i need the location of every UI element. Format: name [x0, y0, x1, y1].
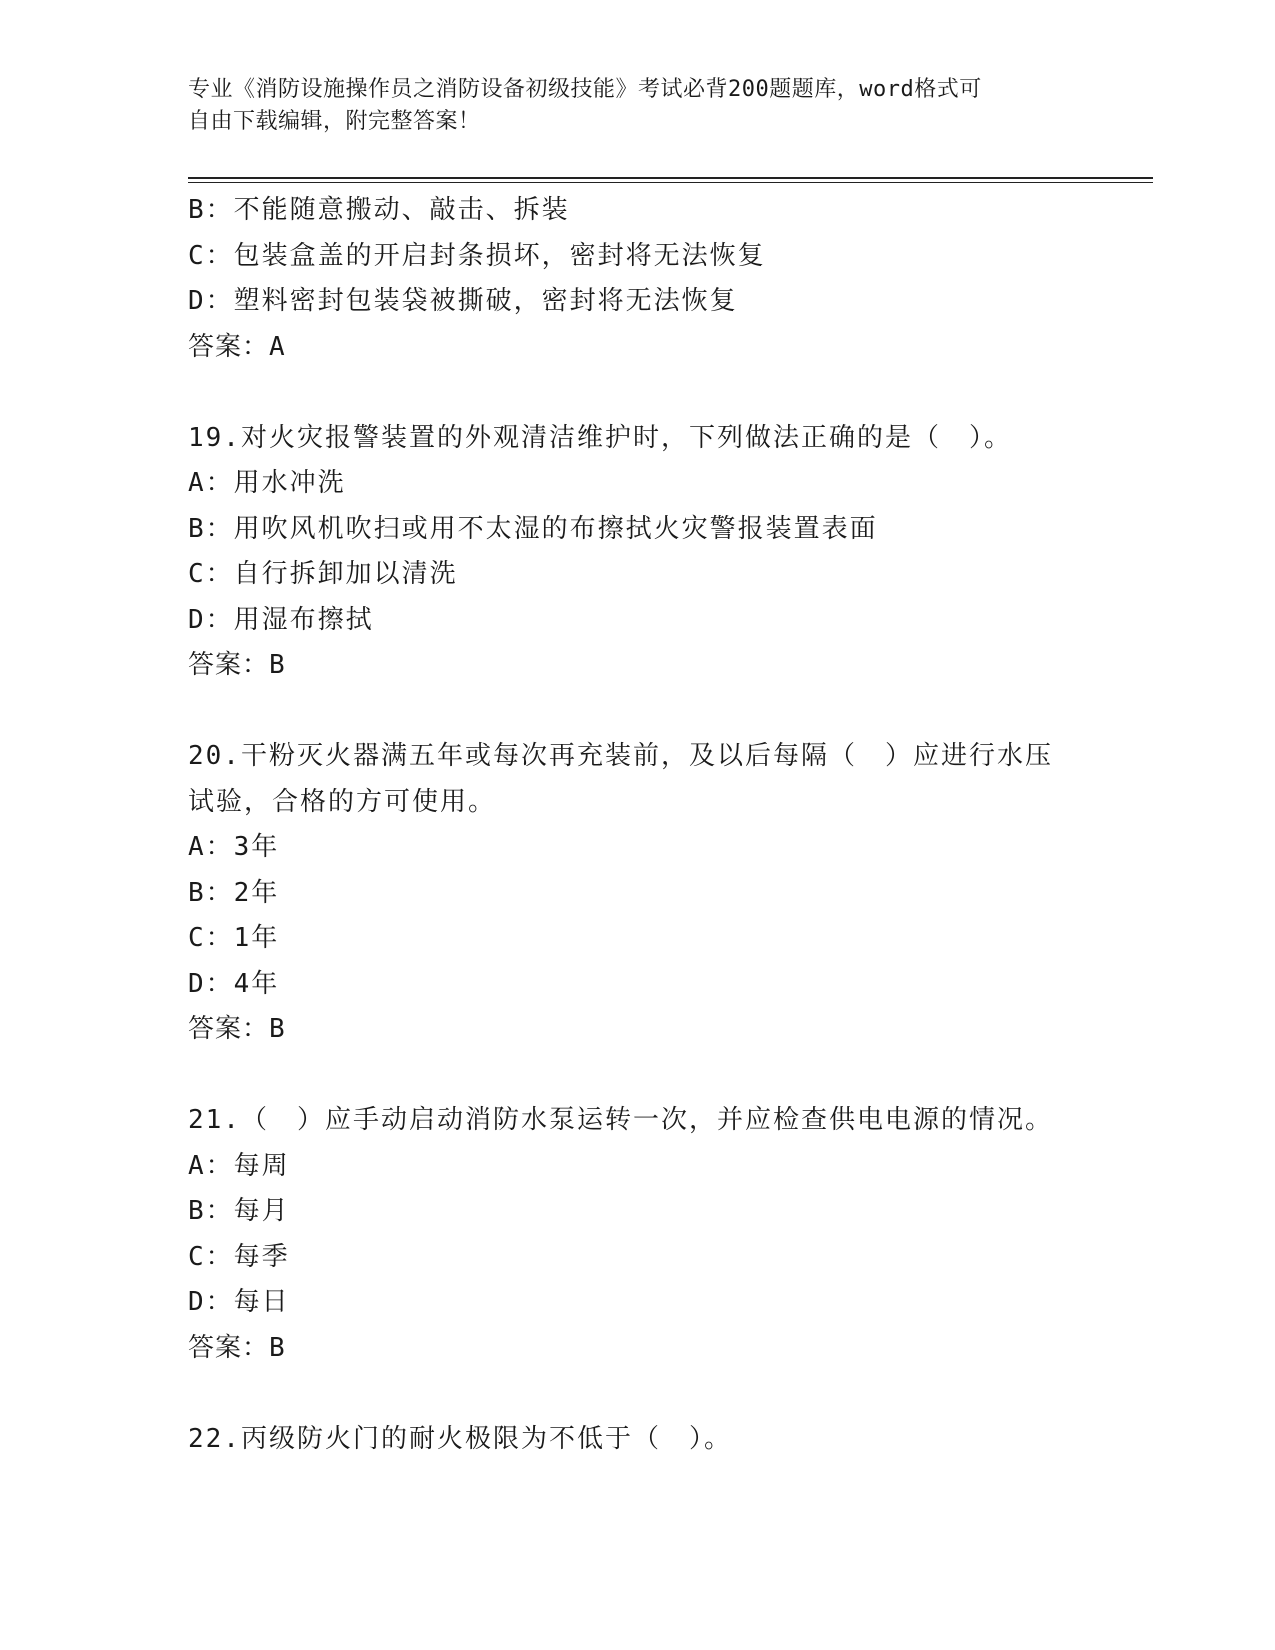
question-list [188, 188, 1088, 1462]
header-line-1: 专业《消防设施操作员之消防设备初级技能》考试必背200题题库，word格式可 [188, 77, 982, 102]
option-c: C：1年 [188, 923, 280, 953]
question-20 [188, 734, 1088, 1053]
option-b: B：每月 [188, 1196, 290, 1226]
question-stem: 22.丙级防火门的耐火极限为不低于（ ）。 [188, 1423, 732, 1454]
spacer [188, 370, 1088, 416]
option-a: A：每周 [188, 1150, 290, 1181]
question-stem-line-2: 试验，合格的方可使用。 [188, 786, 497, 817]
question-22 [188, 1417, 1088, 1463]
question-18 [188, 188, 1088, 370]
header-divider-thin [188, 182, 1153, 183]
question-stem: 19.对火灾报警装置的外观清洁维护时，下列做法正确的是（ ）。 [188, 422, 1012, 453]
spacer [188, 689, 1088, 735]
answer-label: 答案：B [188, 650, 286, 680]
header-divider-thick [188, 177, 1153, 179]
question-19 [188, 416, 1088, 689]
answer-label: 答案：B [188, 1332, 286, 1363]
question-stem-line-1: 20.干粉灭火器满五年或每次再充装前，及以后每隔（ ）应进行水压 [188, 741, 1053, 771]
option-b: B：不能随意搬动、敲击、拆装 [188, 195, 570, 225]
option-b: B：用吹风机吹扫或用不太湿的布擦拭火灾警报装置表面 [188, 513, 878, 544]
answer-label: 答案：B [188, 1014, 286, 1044]
option-a: A：用水冲洗 [188, 468, 346, 498]
option-a: A：3年 [188, 832, 280, 862]
option-d: D：每日 [188, 1287, 290, 1317]
document-header [188, 74, 1088, 138]
question-21 [188, 1098, 1088, 1371]
option-d: D：4年 [188, 968, 280, 999]
option-c: C：每季 [188, 1241, 290, 1272]
answer-label: 答案：A [188, 331, 286, 362]
option-d: D：塑料密封包装袋被撕破，密封将无法恢复 [188, 286, 738, 316]
option-d: D：用湿布擦拭 [188, 604, 374, 635]
question-stem: 21.（ ）应手动启动消防水泵运转一次，并应检查供电电源的情况。 [188, 1105, 1053, 1135]
spacer [188, 1053, 1088, 1099]
option-c: C：自行拆卸加以清洗 [188, 559, 458, 589]
option-c: C：包装盒盖的开启封条损坏，密封将无法恢复 [188, 240, 766, 271]
option-b: B：2年 [188, 877, 280, 908]
spacer [188, 1371, 1088, 1417]
header-line-2: 自由下载编辑，附完整答案！ [188, 109, 481, 134]
